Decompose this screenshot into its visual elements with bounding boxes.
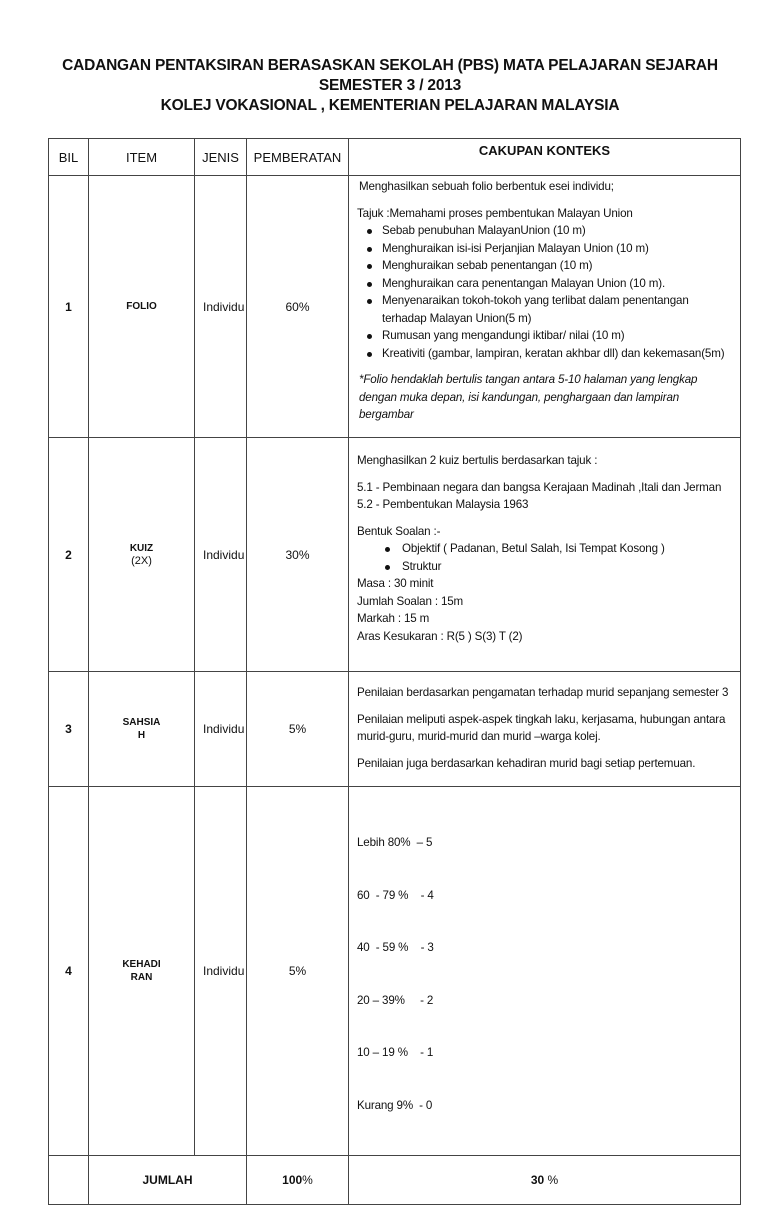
list-item: Struktur: [402, 558, 732, 576]
header-cakupan-konteks: CAKUPAN KONTEKS: [349, 139, 741, 176]
context-aras: Aras Kesukaran : R(5 ) S(3) T (2): [357, 629, 523, 643]
jenis-value: Individu: [195, 438, 247, 672]
jenis-value: Individu: [195, 176, 247, 438]
title-line-1: CADANGAN PENTAKSIRAN BERASASKAN SEKOLAH (PBS) MATA PELAJARAN SEJARAH: [62, 57, 718, 74]
list-item: Sebab penubuhan MalayanUnion (10 m): [382, 222, 732, 240]
title-line-2: SEMESTER 3 / 2013: [318, 77, 462, 94]
jenis-value: Individu: [195, 787, 247, 1156]
context-masa: Masa : 30 minit: [357, 577, 434, 590]
header-bil: BIL: [49, 139, 89, 176]
context-paragraph-1: Penilaian berdasarkan pengamatan terhadap murid sepanjang semester 3: [357, 686, 729, 699]
item-name-line2: H: [137, 730, 146, 741]
document-title: [40, 56, 740, 116]
header-row: [49, 139, 741, 176]
list-item: Rumusan yang mengandungi iktibar/ nilai (10 m): [382, 327, 732, 345]
pemberatan-value: 30%: [247, 438, 349, 672]
table-row-folio: [49, 176, 741, 438]
pemberatan-value: 5%: [247, 787, 349, 1156]
item-name-line1: KEHADI: [122, 959, 161, 970]
context-intro: Menghasilkan sebuah folio berbentuk esei individu;: [359, 180, 614, 193]
context-bullet-list: [357, 540, 732, 575]
list-item: Menghuraikan cara penentangan Malayan Union (10 m).: [382, 275, 732, 293]
list-item: Kreativiti (gambar, lampiran, keratan akhbar dll) dan kekemasan(5m): [382, 345, 732, 363]
table-row-kehadiran: [49, 787, 741, 1156]
item-name: [89, 787, 195, 1156]
list-item: Menghuraikan sebab penentangan (10 m): [382, 257, 732, 275]
list-item: Menyenaraikan tokoh-tokoh yang terlibat dalam penentangan terhadap Malayan Union(5 m): [382, 292, 732, 327]
title-line-3: KOLEJ VOKASIONAL , KEMENTERIAN PELAJARAN MALAYSIA: [160, 97, 620, 114]
context-cell: [349, 438, 741, 672]
context-bentuk: Bentuk Soalan :-: [357, 524, 441, 538]
total-label: JUMLAH: [89, 1156, 247, 1205]
item-name: [89, 672, 195, 787]
assessment-table: [48, 138, 741, 1205]
pemberatan-value: 60%: [247, 176, 349, 438]
total-cakupan: [349, 1156, 741, 1205]
pemberatan-value: 5%: [247, 672, 349, 787]
context-markah: Markah : 15 m: [357, 612, 430, 625]
item-name-line2: (2X): [131, 554, 152, 567]
item-name: FOLIO: [89, 176, 195, 438]
total-pemberatan-number: 100: [282, 1173, 303, 1187]
scale-line: 40 - 59 % - 3: [357, 941, 434, 954]
list-item: Objektif ( Padanan, Betul Salah, Isi Tempat Kosong ): [402, 540, 732, 558]
context-intro: Menghasilkan 2 kuiz bertulis berdasarkan tajuk :: [357, 454, 598, 467]
context-cell: [349, 176, 741, 438]
context-cell: [349, 787, 741, 1156]
table-row-kuiz: [49, 438, 741, 672]
scale-line: 10 – 19 % - 1: [357, 1046, 434, 1059]
context-topic-1: 5.1 - Pembinaan negara dan bangsa Kerajaan Madinah ,Itali dan Jerman: [357, 480, 722, 494]
context-paragraph-3: Penilaian juga berdasarkan kehadiran murid bagi setiap pertemuan.: [357, 756, 696, 770]
scale-line: Lebih 80% – 5: [357, 836, 433, 849]
list-item: Menghuraikan isi-isi Perjanjian Malayan Union (10 m): [382, 240, 732, 258]
total-cakupan-unit: %: [544, 1173, 559, 1187]
context-cell: [349, 672, 741, 787]
scale-line: 20 – 39% - 2: [357, 993, 434, 1007]
total-pemberatan-unit: %: [302, 1173, 313, 1187]
scale-line: 60 - 79 % - 4: [357, 888, 434, 902]
total-row: [49, 1156, 741, 1205]
context-jumlah: Jumlah Soalan : 15m: [357, 594, 464, 608]
context-topic-2: 5.2 - Pembentukan Malaysia 1963: [357, 498, 529, 511]
header-pemberatan: PEMBERATAN: [247, 139, 349, 176]
item-name-line1: SAHSIA: [122, 717, 161, 728]
row-number: 3: [49, 672, 89, 787]
jenis-value: Individu: [195, 672, 247, 787]
table-row-sahsiah: [49, 672, 741, 787]
row-number: 2: [49, 438, 89, 672]
item-name-line1: KUIZ: [129, 542, 154, 554]
context-note: *Folio hendaklah bertulis tangan antara 5-10 halaman yang lengkap dengan muka depan, isi kandungan, penghargaan dan lampiran bergambar: [359, 373, 698, 421]
context-tajuk: Tajuk :Memahami proses pembentukan Malayan Union: [357, 206, 633, 220]
item-name-line2: RAN: [130, 972, 153, 983]
total-cakupan-number: 30: [530, 1173, 545, 1187]
total-pemberatan: [247, 1156, 349, 1205]
total-empty-cell: [49, 1156, 89, 1205]
context-bullet-list: [357, 222, 732, 362]
row-number: 1: [49, 176, 89, 438]
context-paragraph-2: Penilaian meliputi aspek-aspek tingkah laku, kerjasama, hubungan antara murid-guru, murid-murid dan murid –warga kolej.: [357, 712, 726, 743]
header-item: ITEM: [89, 139, 195, 176]
item-name: [89, 438, 195, 672]
header-jenis: JENIS: [195, 139, 247, 176]
scale-line: Kurang 9% - 0: [357, 1098, 433, 1112]
row-number: 4: [49, 787, 89, 1156]
